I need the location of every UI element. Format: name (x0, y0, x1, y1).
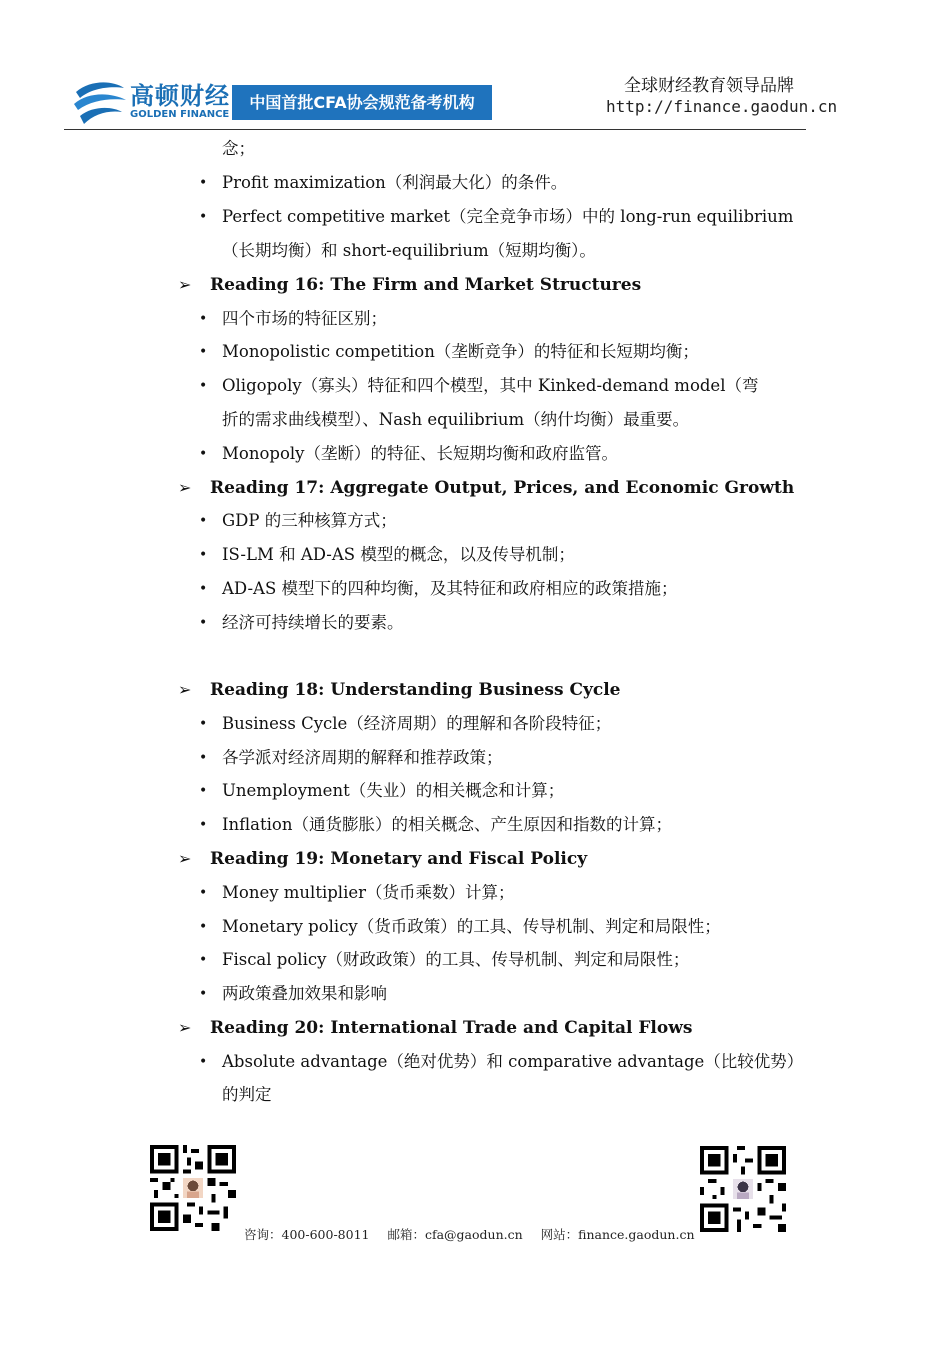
list-item: Monopoly（垄断）的特征、长短期均衡和政府监管。 (222, 444, 618, 463)
page-header (0, 0, 950, 135)
header-url[interactable]: http://finance.gaodun.cn (606, 97, 838, 116)
list-item: Monopolistic competition（垄断竞争）的特征和长短期均衡； (222, 342, 699, 361)
logo-chinese-name: 高顿财经 (130, 82, 230, 110)
list-item: 经济可持续增长的要素。 (222, 613, 404, 632)
bullet-icon: • (199, 885, 208, 901)
list-item: 各学派对经济周期的解释和推荐政策； (222, 748, 503, 767)
list-item-continuation: 折的需求曲线模型）、Nash equilibrium（纳什均衡）最重要。 (222, 410, 690, 429)
bullet-icon: • (199, 344, 208, 360)
bullet-icon: • (199, 581, 208, 597)
list-item: Inflation（通货膨胀）的相关概念、产生原因和指数的计算； (222, 815, 672, 834)
header-divider (64, 129, 806, 130)
list-item: AD-AS 模型下的四种均衡，及其特征和政府相应的政策措施； (222, 579, 678, 598)
contact-info (244, 1225, 709, 1243)
list-item: Absolute advantage（绝对优势）和 comparative advantage（比较优势） (222, 1052, 804, 1071)
list-item: Oligopoly（寡头）特征和四个模型，其中 Kinked-demand model（弯 (222, 376, 759, 395)
arrow-bullet-icon: ➢ (178, 275, 192, 294)
bullet-icon: • (199, 547, 208, 563)
continuation-text: 念； (222, 139, 255, 158)
bullet-icon: • (199, 209, 208, 225)
list-item: Business Cycle（经济周期）的理解和各阶段特征； (222, 714, 612, 733)
list-item: Fiscal policy（财政政策）的工具、传导机制、判定和局限性； (222, 950, 690, 969)
qr-code-icon[interactable] (700, 1146, 786, 1232)
reading-16-heading: Reading 16: The Firm and Market Structures (210, 275, 642, 295)
logo-english-name: GOLDEN FINANCE (130, 109, 230, 120)
list-item: IS-LM 和 AD-AS 模型的概念，以及传导机制； (222, 545, 575, 564)
list-item-continuation: （长期均衡）和 short-equilibrium（短期均衡）。 (222, 241, 596, 260)
contact-email[interactable]: 邮箱：cfa@gaodun.cn (387, 1227, 523, 1242)
list-item: Money multiplier（货币乘数）计算； (222, 883, 515, 902)
list-item: Perfect competitive market（完全竞争市场）中的 long-run equilibrium (222, 207, 794, 226)
bullet-icon: • (199, 750, 208, 766)
bullet-icon: • (199, 446, 208, 462)
bullet-icon: • (199, 311, 208, 327)
list-item: 两政策叠加效果和影响 (222, 984, 387, 1003)
list-item: GDP 的三种核算方式； (222, 511, 397, 530)
reading-20-heading: Reading 20: International Trade and Capital Flows (210, 1018, 693, 1038)
arrow-bullet-icon: ➢ (178, 1018, 192, 1037)
bullet-icon: • (199, 615, 208, 631)
bullet-icon: • (199, 952, 208, 968)
arrow-bullet-icon: ➢ (178, 478, 192, 497)
arrow-bullet-icon: ➢ (178, 849, 192, 868)
reading-18-heading: Reading 18: Understanding Business Cycle (210, 680, 621, 700)
reading-17-heading: Reading 17: Aggregate Output, Prices, and Economic Growth (210, 478, 795, 498)
bullet-icon: • (199, 513, 208, 529)
logo-swirl-icon (72, 78, 128, 126)
bullet-icon: • (199, 986, 208, 1002)
bullet-icon: • (199, 378, 208, 394)
list-item: 四个市场的特征区别； (222, 309, 387, 328)
list-item: Unemployment（失业）的相关概念和计算； (222, 781, 565, 800)
bullet-icon: • (199, 783, 208, 799)
list-item: Profit maximization（利润最大化）的条件。 (222, 173, 568, 192)
arrow-bullet-icon: ➢ (178, 680, 192, 699)
bullet-icon: • (199, 919, 208, 935)
list-item: Monetary policy（货币政策）的工具、传导机制、判定和局限性； (222, 917, 721, 936)
bullet-icon: • (199, 1054, 208, 1070)
qr-code-icon[interactable] (150, 1145, 236, 1231)
list-item-continuation: 的判定 (222, 1085, 272, 1104)
bullet-icon: • (199, 716, 208, 732)
header-slogan: 全球财经教育领导品牌 (624, 76, 794, 96)
golden-finance-logo (72, 74, 232, 126)
cfa-badge: 中国首批CFA协会规范备考机构 (232, 85, 492, 120)
contact-phone[interactable]: 咨询：400-600-8011 (244, 1227, 370, 1242)
reading-19-heading: Reading 19: Monetary and Fiscal Policy (210, 849, 588, 869)
page-footer (0, 1140, 950, 1250)
bullet-icon: • (199, 175, 208, 191)
bullet-icon: • (199, 817, 208, 833)
contact-website[interactable]: 网站：finance.gaodun.cn (540, 1227, 695, 1242)
